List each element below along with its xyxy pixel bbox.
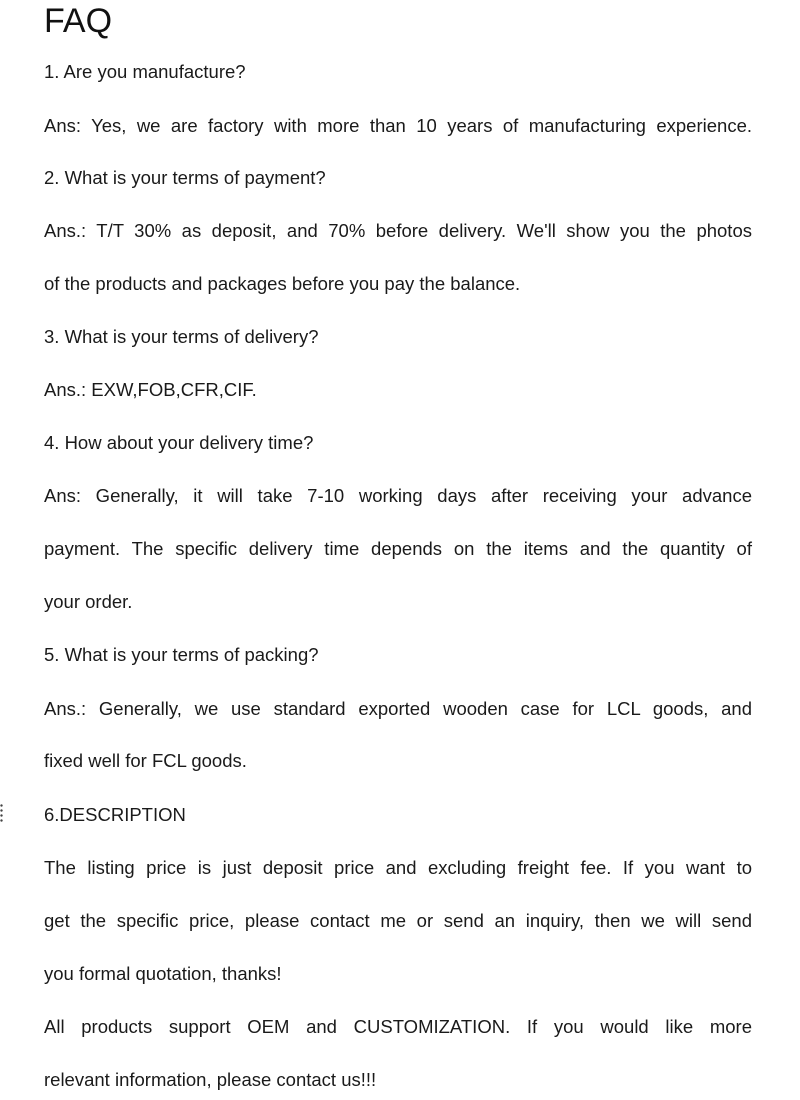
- answer-5-line-2: fixed well for FCL goods.: [44, 750, 247, 771]
- customization-line-1: All products support OEM and CUSTOMIZATION. If you would like more: [44, 1016, 752, 1037]
- answer-4-line-1: Ans: Generally, it will take 7-10 working days after receiving your advance: [44, 485, 752, 506]
- description-line-2: get the specific price, please contact me or send an inquiry, then we will send: [44, 910, 752, 931]
- answer-2-line-1: Ans.: T/T 30% as deposit, and 70% before delivery. We'll show you the photos: [44, 220, 752, 241]
- answer-5-line-1: Ans.: Generally, we use standard exported wooden case for LCL goods, and: [44, 698, 752, 719]
- description-line-1: The listing price is just deposit price and excluding freight fee. If you want to: [44, 857, 752, 878]
- description-line-3: you formal quotation, thanks!: [44, 963, 282, 984]
- answer-2-line-2: of the products and packages before you pay the balance.: [44, 273, 521, 294]
- page-title: FAQ: [44, 2, 113, 40]
- question-3: 3. What is your terms of delivery?: [44, 326, 319, 347]
- section-description-heading: 6.DESCRIPTION: [44, 804, 186, 825]
- drag-handle-icon: [0, 803, 3, 823]
- answer-1: Ans: Yes, we are factory with more than 10 years of manufacturing experience.: [44, 115, 752, 136]
- question-4: 4. How about your delivery time?: [44, 432, 314, 453]
- question-5: 5. What is your terms of packing?: [44, 644, 319, 665]
- answer-4-line-3: your order.: [44, 591, 133, 612]
- customization-line-2: relevant information, please contact us!!!: [44, 1069, 377, 1090]
- question-1: 1. Are you manufacture?: [44, 61, 246, 82]
- answer-3: Ans.: EXW,FOB,CFR,CIF.: [44, 379, 257, 400]
- answer-4-line-2: payment. The specific delivery time depends on the items and the quantity of: [44, 538, 752, 559]
- question-2: 2. What is your terms of payment?: [44, 167, 326, 188]
